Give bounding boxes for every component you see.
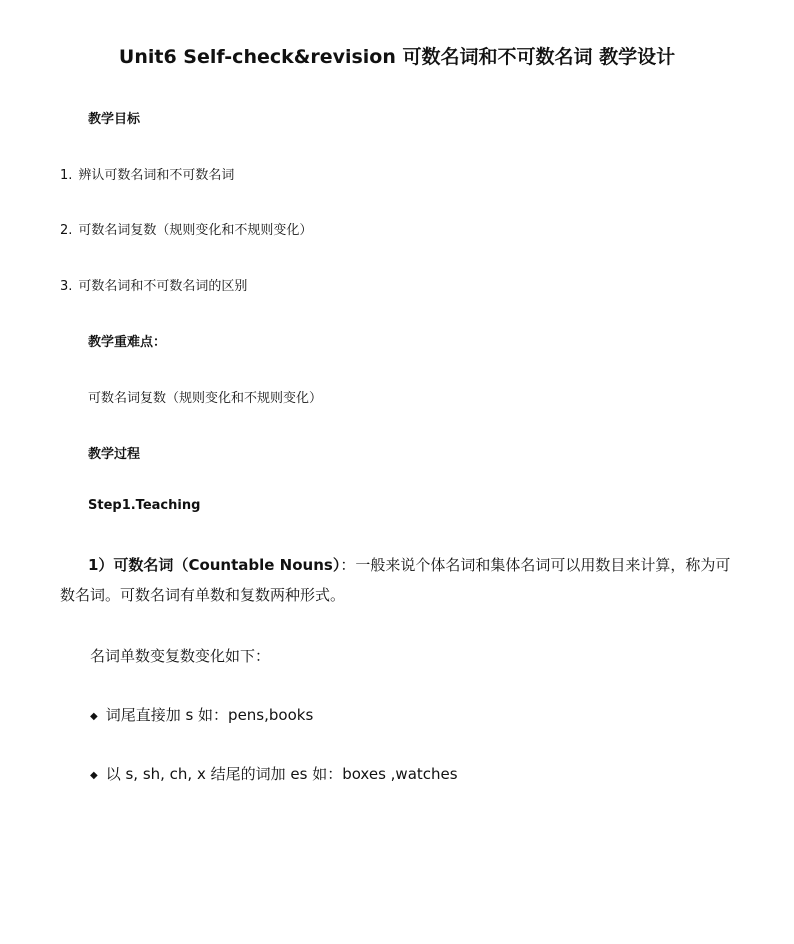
step-heading: Step1.Teaching [88, 498, 201, 513]
document-title: Unit6 Self-check&revision 可数名词和不可数名词 教学设计 [118, 46, 676, 68]
difficulty-heading: 教学重难点： [88, 335, 167, 350]
objective-text: 可数名词和不可数名词的区别 [78, 279, 248, 294]
rule-intro: 名词单数变复数变化如下： [90, 647, 271, 665]
objective-item-2 [60, 219, 312, 238]
objective-number: 3. [60, 279, 73, 294]
process-heading: 教学过程 [88, 447, 141, 462]
diamond-bullet-icon: ◆ [90, 770, 98, 781]
objective-item-1 [60, 164, 234, 183]
diamond-bullet-icon: ◆ [90, 711, 98, 722]
rule-item-2 [90, 763, 458, 784]
objective-number: 1. [60, 168, 73, 183]
rule-item-1 [90, 704, 313, 725]
objective-text: 可数名词复数（规则变化和不规则变化） [78, 223, 313, 238]
rule-text: 以 s, sh, ch, x 结尾的词加 es 如：boxes ,watches [105, 765, 458, 783]
objectives-heading: 教学目标 [88, 112, 141, 127]
objective-number: 2. [60, 223, 73, 238]
countable-text: ：一般来说个体名词和集体名词可以用数目来计算，称为可数名词。可数名词有单数和复数两种形式。 [60, 556, 731, 604]
difficulty-text: 可数名词复数（规则变化和不规则变化） [88, 391, 323, 406]
objective-item-3 [60, 275, 247, 294]
rule-text: 词尾直接加 s 如：pens,books [105, 706, 314, 724]
objective-text: 辨认可数名词和不可数名词 [78, 168, 235, 183]
countable-paragraph [60, 550, 740, 610]
countable-label: 1）可数名词（Countable Nouns） [88, 556, 341, 574]
